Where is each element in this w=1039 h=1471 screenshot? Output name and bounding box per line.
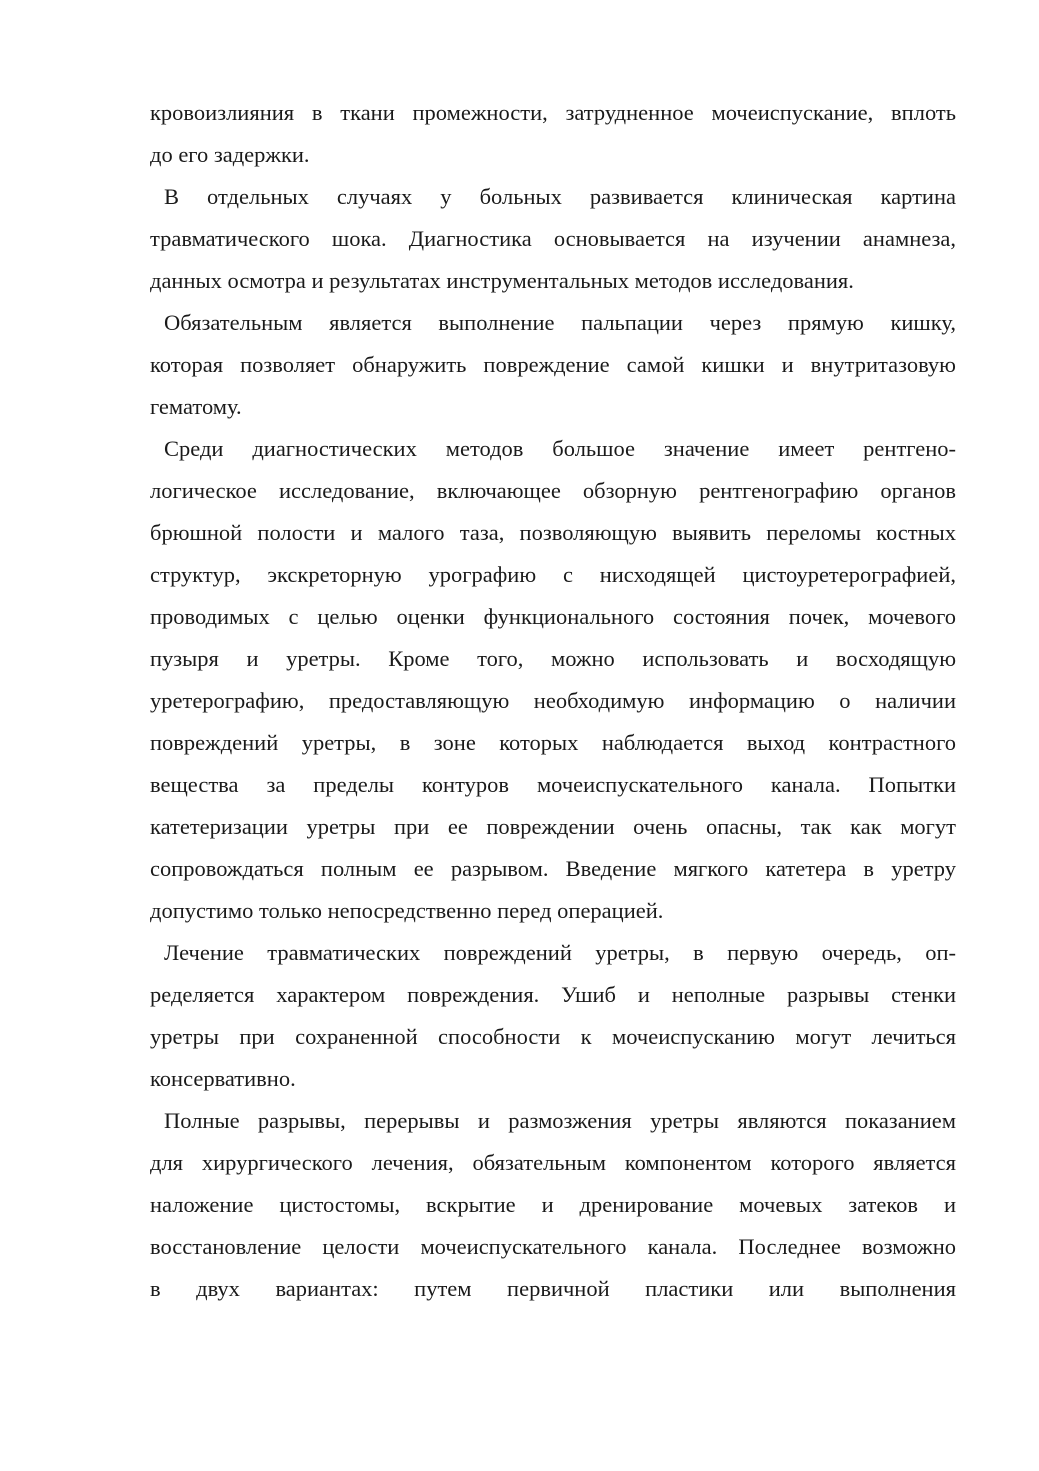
text-line: повреждений уретры, в зоне которых наблюдается выход контрастного [150, 730, 956, 755]
text-line: травматического шока. Диагностика основывается на изучении анамнеза, [150, 226, 956, 251]
text-line: брюшной полости и малого таза, позволяющую выявить переломы костных [150, 520, 956, 545]
text-line: катетеризации уретры при ее повреждении очень опасны, так как могут [150, 814, 956, 839]
text-line: консервативно. [150, 1066, 296, 1091]
text-line: пузыря и уретры. Кроме того, можно использовать и восходящую [150, 646, 956, 671]
text-line: Лечение травматических повреждений уретры, в первую очередь, оп- [164, 940, 956, 965]
paragraph [150, 302, 956, 428]
text-line: проводимых с целью оценки функционального состояния почек, мочевого [150, 604, 956, 629]
paragraph [150, 428, 956, 932]
text-line: логическое исследование, включающее обзорную рентгенографию органов [150, 478, 956, 503]
text-line: сопровождаться полным ее разрывом. Введение мягкого катетера в уретру [150, 856, 956, 881]
paragraph [150, 176, 956, 302]
text-line: до его задержки. [150, 142, 310, 167]
paragraph [150, 92, 956, 176]
text-line: для хирургического лечения, обязательным компонентом которого является [150, 1150, 956, 1175]
text-line: уретерографию, предоставляющую необходимую информацию о наличии [150, 688, 956, 713]
text-line: восстановление целости мочеиспускательного канала. Последнее возможно [150, 1234, 956, 1259]
document-page [150, 92, 956, 1310]
text-line: вещества за пределы контуров мочеиспускательного канала. Попытки [150, 772, 956, 797]
text-line: допустимо только непосредственно перед операцией. [150, 898, 664, 923]
paragraph [150, 1100, 956, 1310]
text-line: Обязательным является выполнение пальпации через прямую кишку, [164, 310, 956, 335]
text-line: уретры при сохраненной способности к мочеиспусканию могут лечиться [150, 1024, 956, 1049]
text-line: данных осмотра и результатах инструментальных методов исследования. [150, 268, 854, 293]
text-line: кровоизлияния в ткани промежности, затрудненное мочеиспускание, вплоть [150, 100, 956, 125]
text-line: Полные разрывы, перерывы и размозжения уретры являются показанием [164, 1108, 956, 1133]
text-line: структур, экскреторную урографию с нисходящей цистоуретерографией, [150, 562, 956, 587]
text-line: Среди диагностических методов большое значение имеет рентгено- [164, 436, 956, 461]
text-line: наложение цистостомы, вскрытие и дренирование мочевых затеков и [150, 1192, 956, 1217]
text-line: в двух вариантах: путем первичной пластики или выполнения [150, 1276, 956, 1301]
paragraph [150, 932, 956, 1100]
text-line: которая позволяет обнаружить повреждение самой кишки и внутритазовую [150, 352, 956, 377]
text-line: ределяется характером повреждения. Ушиб и неполные разрывы стенки [150, 982, 956, 1007]
text-line: В отдельных случаях у больных развивается клиническая картина [164, 184, 956, 209]
text-line: гематому. [150, 394, 242, 419]
